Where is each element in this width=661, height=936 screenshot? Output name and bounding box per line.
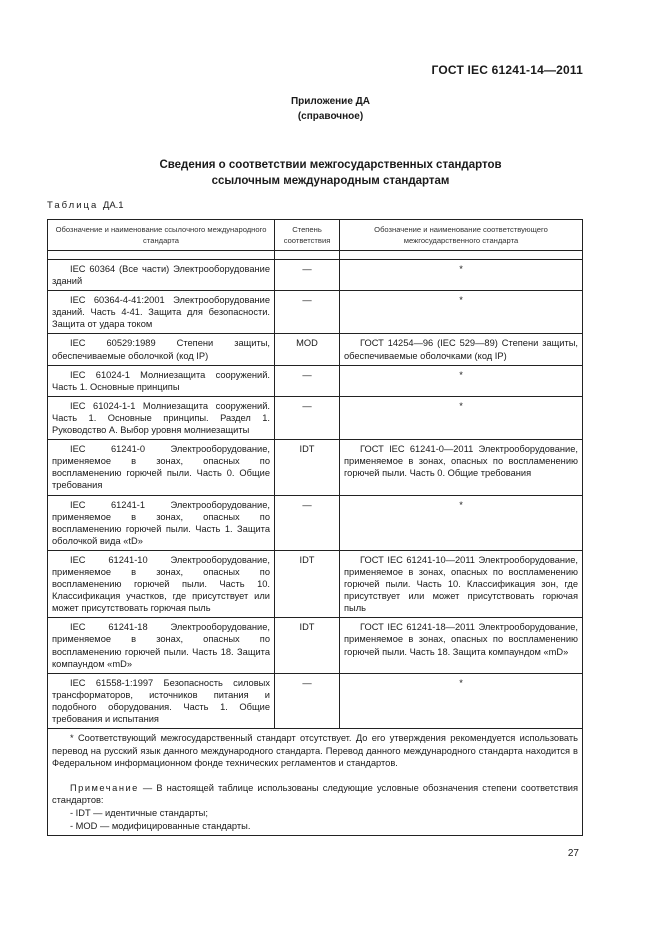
note-text: — В настоящей таблице использованы следующие условные обозначения степени соответствия стандартов: bbox=[52, 782, 578, 806]
intl-standard-cell: IEC 61241-0 Электрооборудование, применяемое в зонах, опасных по воспламенению горючей пыли. Часть 0. Общие требования bbox=[48, 440, 275, 495]
appendix-title: Приложение ДА bbox=[290, 96, 371, 107]
degree-cell: IDT bbox=[275, 550, 340, 617]
table-label bbox=[47, 200, 124, 211]
interstate-standard-cell: * bbox=[340, 396, 583, 439]
table-row bbox=[48, 673, 583, 728]
table-label-prefix: Таблица bbox=[47, 200, 99, 211]
intl-standard-cell: IEC 60364 (Все части) Электрооборудование зданий bbox=[48, 260, 275, 291]
table-row bbox=[48, 550, 583, 617]
table-row bbox=[48, 334, 583, 365]
table-row bbox=[48, 440, 583, 495]
interstate-standard-cell: ГОСТ 14254—96 (IEC 529—89) Степени защиты, обеспечиваемые оболочками (код IP) bbox=[340, 334, 583, 365]
interstate-standard-cell: ГОСТ IEC 61241-10—2011 Электрооборудование, применяемое в зонах, опасных по воспламенению горючей пыли. Часть 10. Классификация зон, где присутствует или может присутствовать горючая пыль bbox=[340, 550, 583, 617]
table-row bbox=[48, 291, 583, 334]
footnote: * Соответствующий межгосударственный стандарт отсутствует. До его утверждения рекомендуется использовать перевод на русский язык данного международного стандарта. Перевод данного международного стандарта находится в Федеральном информационном фонде технических регламентов и стандартов. bbox=[52, 733, 578, 769]
interstate-standard-cell: ГОСТ IEC 61241-0—2011 Электрооборудование, применяемое в зонах, опасных по воспламенению горючей пыли. Часть 0. Общие требования bbox=[340, 440, 583, 495]
note bbox=[52, 782, 578, 807]
note-item: - MOD — модифицированные стандарты. bbox=[70, 820, 251, 831]
correspondence-table bbox=[47, 219, 583, 836]
intl-standard-cell: IEC 61241-18 Электрооборудование, применяемое в зонах, опасных по воспламенению горючей пыли. Часть 18. Защита компаундом «mD» bbox=[48, 618, 275, 673]
intl-standard-cell: IEC 60529:1989 Степени защиты, обеспечиваемые оболочкой (код IP) bbox=[48, 334, 275, 365]
section-title bbox=[0, 157, 661, 189]
degree-cell: — bbox=[275, 260, 340, 291]
interstate-standard-cell: * bbox=[340, 365, 583, 396]
interstate-standard-cell: * bbox=[340, 260, 583, 291]
interstate-standard-cell: ГОСТ IEC 61241-18—2011 Электрооборудование, применяемое в зонах, опасных по воспламенению горючей пыли. Часть 18. Защита компаундом «mD» bbox=[340, 618, 583, 673]
header-degree: Степень соответствия bbox=[275, 220, 340, 251]
interstate-standard-cell: * bbox=[340, 495, 583, 550]
header-interstate-standard: Обозначение и наименование соответствующего межгосударственного стандарта bbox=[340, 220, 583, 251]
table-row bbox=[48, 396, 583, 439]
intl-standard-cell: IEC 61241-10 Электрооборудование, применяемое в зонах, опасных по воспламенению горючей пыли. Часть 10. Классификация участков, где присутствует или может присутствовать горючая пыль bbox=[48, 550, 275, 617]
table-spacer-row bbox=[48, 251, 583, 260]
table-label-number: ДА.1 bbox=[102, 200, 124, 211]
section-title-line-1: Сведения о соответствии межгосударственных стандартов bbox=[159, 159, 502, 171]
page-number: 27 bbox=[567, 848, 579, 859]
degree-cell: — bbox=[275, 396, 340, 439]
note-item: - IDT — идентичные стандарты; bbox=[70, 808, 208, 819]
intl-standard-cell: IEC 61241-1 Электрооборудование, применяемое в зонах, опасных по воспламенению горючей пыли. Часть 1. Защита оболочкой вида «tD» bbox=[48, 495, 275, 550]
intl-standard-cell: IEC 61024-1 Молниезащита сооружений. Часть 1. Основные принципы bbox=[48, 365, 275, 396]
degree-cell: — bbox=[275, 495, 340, 550]
section-title-line-2: ссылочным международным стандартам bbox=[211, 175, 450, 187]
degree-cell: — bbox=[275, 365, 340, 396]
degree-cell: IDT bbox=[275, 440, 340, 495]
document-code: ГОСТ IEC 61241-14—2011 bbox=[431, 63, 583, 77]
intl-standard-cell: IEC 60364-4-41:2001 Электрооборудование зданий. Часть 4-41. Защита для безопасности. Защита от удара током bbox=[48, 291, 275, 334]
degree-cell: — bbox=[275, 291, 340, 334]
degree-cell: IDT bbox=[275, 618, 340, 673]
table-row bbox=[48, 495, 583, 550]
table-row bbox=[48, 260, 583, 291]
table-body bbox=[48, 260, 583, 729]
intl-standard-cell: IEC 61558-1:1997 Безопасность силовых трансформаторов, источников питания и подобного оборудования. Часть 1. Общие требования и испытания bbox=[48, 673, 275, 728]
header-intl-standard: Обозначение и наименование ссылочного международного стандарта bbox=[48, 220, 275, 251]
note-lead: Примечание bbox=[70, 782, 139, 793]
degree-cell: MOD bbox=[275, 334, 340, 365]
appendix-subtitle: (справочное) bbox=[297, 111, 364, 122]
appendix-heading bbox=[0, 94, 661, 124]
table-row bbox=[48, 365, 583, 396]
interstate-standard-cell: * bbox=[340, 291, 583, 334]
table-row bbox=[48, 618, 583, 673]
table-footer-row bbox=[48, 729, 583, 836]
intl-standard-cell: IEC 61024-1-1 Молниезащита сооружений. Часть 1. Основные принципы. Раздел 1. Руководство А. Выбор уровня молниезащиты bbox=[48, 396, 275, 439]
degree-cell: — bbox=[275, 673, 340, 728]
table-header-row bbox=[48, 220, 583, 251]
table-footer bbox=[48, 729, 583, 836]
interstate-standard-cell: * bbox=[340, 673, 583, 728]
